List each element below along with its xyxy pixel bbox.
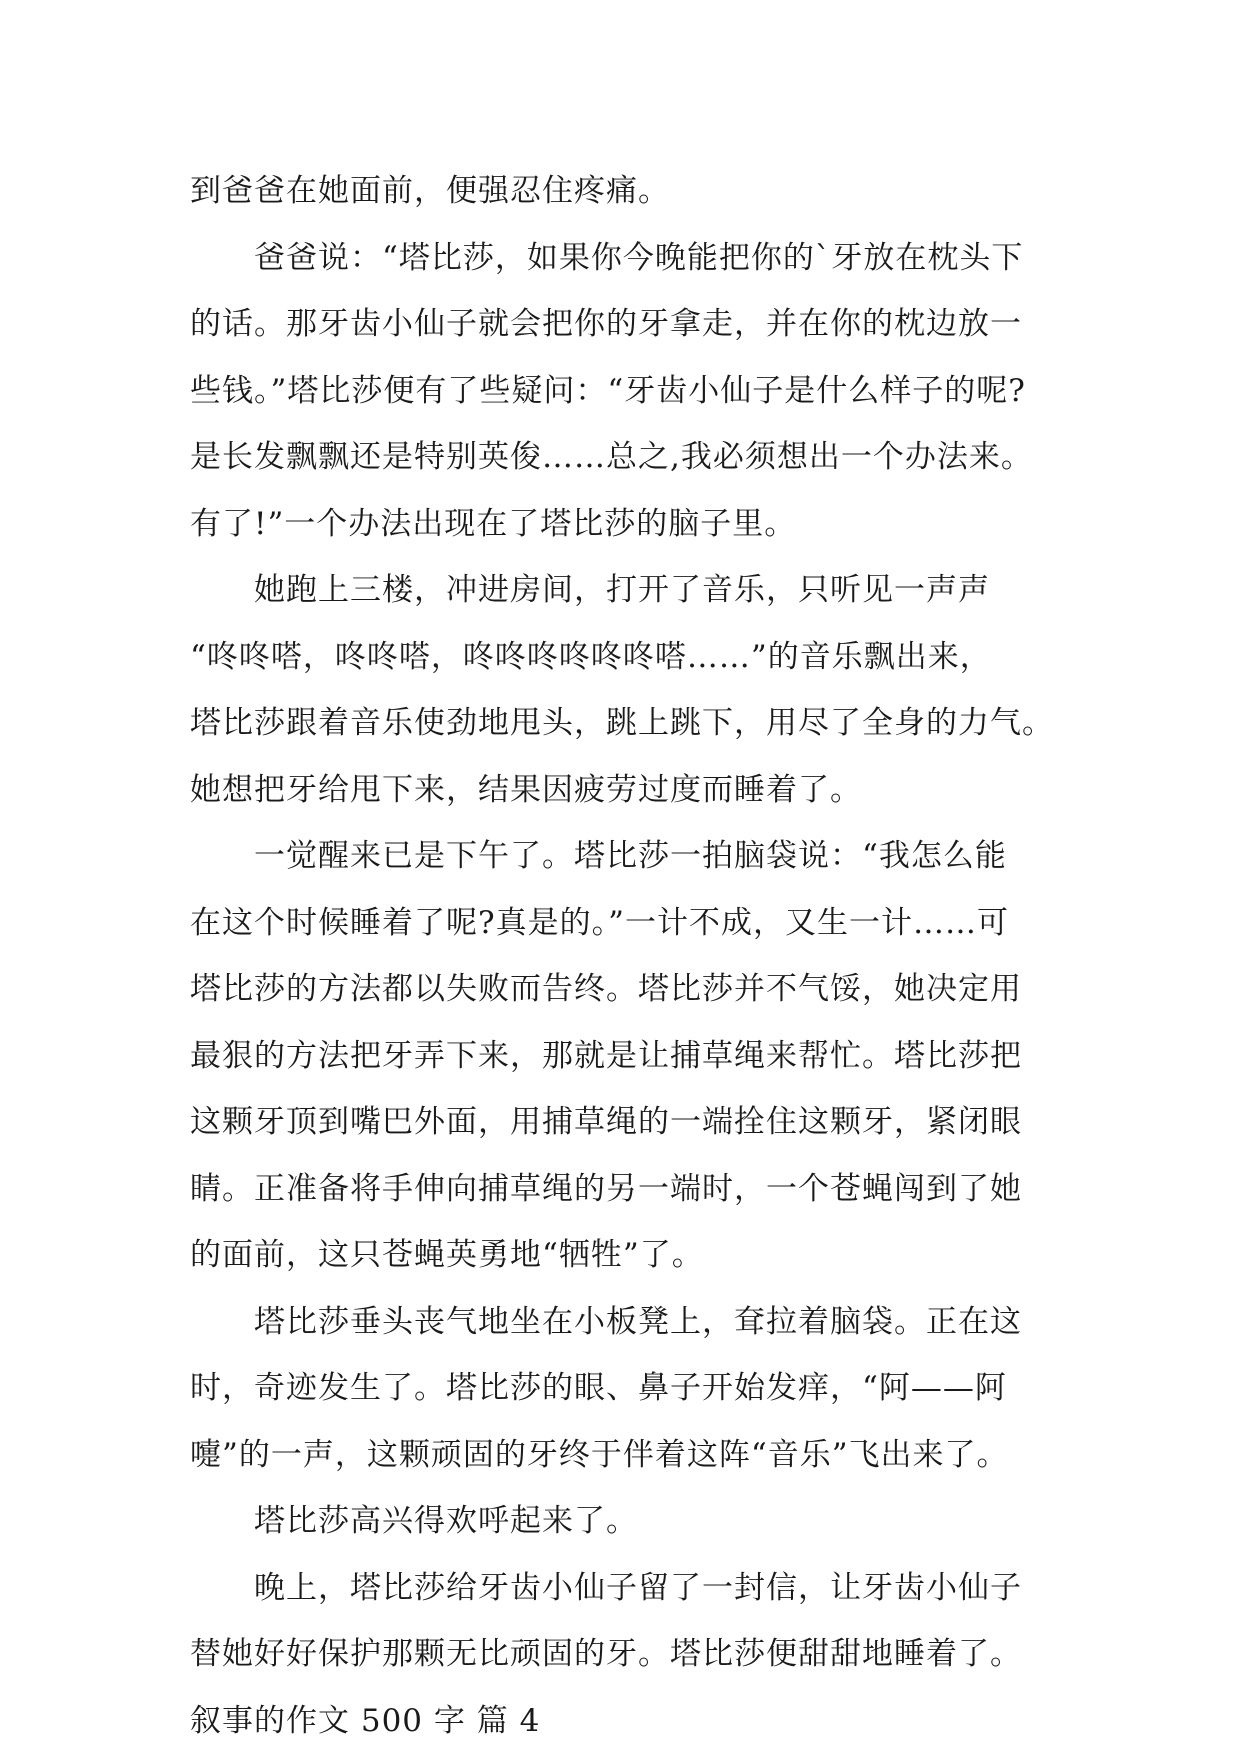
text-line: 的话。那牙齿小仙子就会把你的牙拿走，并在你的枕边放一 — [190, 306, 1022, 342]
text-line: 的面前，这只苍蝇英勇地“牺牲”了。 — [190, 1237, 704, 1273]
text-line: 嚏”的一声，这颗顽固的牙终于伴着这阵“音乐”飞出来了。 — [190, 1436, 1009, 1473]
text-line: 最狠的方法把牙弄下来，那就是让捕草绳来帮忙。塔比莎把 — [190, 1037, 1022, 1074]
text-line: 塔比莎垂头丧气地坐在小板凳上，耷拉着脑袋。正在这 — [254, 1303, 1022, 1340]
text-line: 有了!”一个办法出现在了塔比莎的脑子里。 — [190, 505, 797, 542]
text-line: “咚咚嗒，咚咚嗒，咚咚咚咚咚咚嗒……”的音乐飘出来， — [190, 638, 992, 675]
text-line: 她想把牙给甩下来，结果因疲劳过度而睡着了。 — [190, 771, 862, 808]
section-heading: 叙事的作文 500 字 篇 4 — [190, 1702, 541, 1739]
text-line: 替她好好保护那颗无比顽固的牙。塔比莎便甜甜地睡着了。 — [190, 1636, 1022, 1672]
text-line: 是长发飘飘还是特别英俊……总之,我必须想出一个办法来。 — [190, 439, 1033, 475]
text-line: 一觉醒来已是下午了。塔比莎一拍脑袋说：“我怎么能 — [254, 838, 1007, 874]
text-line: 在这个时候睡着了呢?真是的。”一计不成，又生一计……可 — [190, 904, 1009, 941]
text-line: 晚上，塔比莎给牙齿小仙子留了一封信，让牙齿小仙子 — [254, 1569, 1022, 1606]
text-line: 时，奇迹发生了。塔比莎的眼、鼻子开始发痒，“阿——阿 — [190, 1370, 1007, 1406]
text-line: 些钱。”塔比莎便有了些疑问：“牙齿小仙子是什么样子的呢? — [190, 372, 1026, 409]
text-line: 爸爸说：“塔比莎，如果你今晚能把你的`牙放在枕头下 — [254, 239, 1024, 276]
text-line: 这颗牙顶到嘴巴外面，用捕草绳的一端拴住这颗牙，紧闭眼 — [190, 1104, 1022, 1140]
text-line: 睛。正准备将手伸向捕草绳的另一端时，一个苍蝇闯到了她 — [190, 1170, 1022, 1207]
text-line: 塔比莎的方法都以失败而告终。塔比莎并不气馁，她决定用 — [190, 971, 1022, 1007]
text-line: 塔比莎跟着音乐使劲地甩头，跳上跳下，用尽了全身的力气。 — [190, 705, 1054, 741]
text-line: 塔比莎高兴得欢呼起来了。 — [254, 1503, 638, 1539]
document-body — [190, 158, 1070, 1754]
text-line: 到爸爸在她面前，便强忍住疼痛。 — [190, 173, 670, 209]
text-line: 她跑上三楼，冲进房间，打开了音乐，只听见一声声 — [254, 572, 990, 608]
